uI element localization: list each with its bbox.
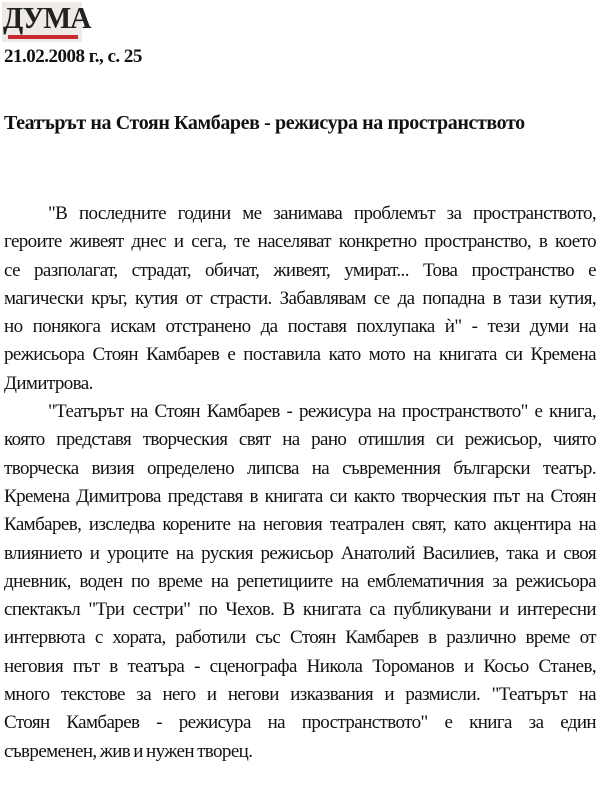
article-text-line: дневник, воден по време на репетициите на емблематичния за режисьора [4, 570, 596, 592]
article-text-line: "В последните години ме занимава проблемът за пространството, [48, 203, 596, 224]
article-text-line: влиянието и уроците на руския режисьор Анатолий Василиев, така и своя [4, 542, 596, 564]
source-date-page: 21.02.2008 г., с. 25 [4, 46, 142, 67]
article-text-line: спектакъл "Три сестри" по Чехов. В книгата са публикувани и интересни [4, 599, 596, 621]
article-text-line: интервюта с хората, работили със Стоян Камбарев в различно време от [4, 627, 596, 649]
article-text-line: магически кръг, кутия от страсти. Забавлявам се да попадна в тази кутия, [4, 287, 596, 309]
article-text-line: Камбарев, изследва корените на неговия театрален свят, като акцентира на [4, 514, 596, 536]
article-text-line: много текстове за него и негови изказвания и размисли. "Театърът на [4, 684, 596, 706]
article-text-line: режисьора Стоян Камбарев е поставила като мото на книгата си Кремена [4, 344, 596, 366]
logo-red-bar [8, 35, 78, 39]
article-headline: Театърът на Стоян Камбарев - режисура на пространството [4, 112, 525, 134]
newspaper-logo [2, 0, 91, 42]
article-body [4, 200, 596, 766]
article-text-line: Кремена Димитрова представя в книгата си както творческия път на Стоян [4, 485, 596, 507]
logo-text: ДУМА [3, 0, 91, 35]
article-text-line: "Театърът на Стоян Камбарев - режисура на пространството" е книга, [48, 401, 596, 423]
article-text-line: която представя творческия свят на рано отишлия си режисьор, чиято [4, 429, 596, 451]
article-text-line: героите живеят днес и сега, те населяват конкретно пространство, в което [4, 231, 596, 253]
article-text-line: се разполагат, страдат, обичат, живеят, умират... Това пространство е [4, 259, 596, 281]
article-text-line: но понякога искам отстранено да поставя похлупака ѝ" - тези думи на [4, 316, 596, 338]
article-text-line: Димитрова. [4, 372, 93, 394]
article-text-line: съвременен, жив и нужен творец. [4, 740, 253, 762]
article-text-line: Стоян Камбарев - режисура на пространството" е книга за един [4, 712, 596, 734]
article-text-line: творческа визия определено липсва на съвременния български театър. [4, 457, 596, 479]
article-text-line: неговия път в театъра - сценографа Никола Тороманов и Косьо Станев, [4, 655, 596, 677]
